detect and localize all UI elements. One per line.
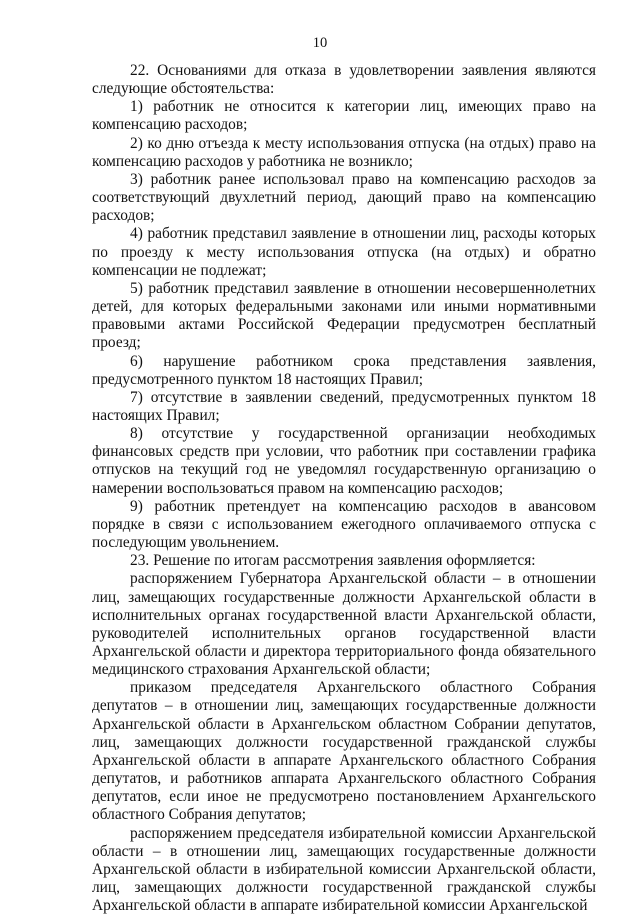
list-item-1: 1) работник не относится к категории лиц, имеющих право на компенсацию расходов;: [92, 98, 596, 134]
list-item-2: 2) ко дню отъезда к месту использования отпуска (на отдых) право на компенсацию расходов у работника не возникло;: [92, 134, 596, 170]
decision-assembly: приказом председателя Архангельского областного Собрания депутатов – в отношении лиц, замещающих государственные должности Архангельской области в Архангельском областном Собрании депутатов, лиц, замещающих должности государственной гражданской службы Архангельской области в аппарате Архангельского областного Собрания депутатов, и работников аппарата Архангельского областного Собрания депутатов, если иное не предусмотрено постановлением Архангельского областного Собрания депутатов;: [92, 679, 596, 824]
list-item-5: 5) работник представил заявление в отношении несовершеннолетних детей, для которых федеральными законами или иными нормативными правовыми актами Российской Федерации предусмотрен бесплатный проезд;: [92, 279, 596, 352]
decision-governor: распоряжением Губернатора Архангельской области – в отношении лиц, замещающих государственные должности Архангельской области в исполнительных органах государственной власти Архангельской области, руководителей исполнительных органов государственной власти Архангельской области и директора территориального фонда обязательного медицинского страхования Архангельской области;: [92, 570, 596, 679]
page-number: 10: [312, 35, 328, 51]
paragraph-22: 22. Основаниями для отказа в удовлетворении заявления являются следующие обстоятельства:: [92, 62, 596, 98]
document-body: [92, 62, 596, 915]
list-item-9: 9) работник претендует на компенсацию расходов в авансовом порядке в связи с использованием ежегодного оплачиваемого отпуска с последующим увольнением.: [92, 497, 596, 552]
decision-election-commission: распоряжением председателя избирательной комиссии Архангельской области – в отношении лиц, замещающих государственные должности Архангельской области в избирательной комиссии Архангельской области, лиц, замещающих должности государственной гражданской службы Архангельской области в аппарате избирательной комиссии Архангельской: [92, 824, 596, 915]
list-item-3: 3) работник ранее использовал право на компенсацию расходов за соответствующий двухлетний период, дающий право на компенсацию расходов;: [92, 170, 596, 225]
list-item-8: 8) отсутствие у государственной организации необходимых финансовых средств при условии, что работник при составлении графика отпусков на текущий год не уведомлял государственную организацию о намерении воспользоваться правом на компенсацию расходов;: [92, 425, 596, 497]
paragraph-23: 23. Решение по итогам рассмотрения заявления оформляется:: [130, 552, 536, 570]
list-item-6: 6) нарушение работником срока представления заявления, предусмотренного пунктом 18 настоящих Правил;: [92, 352, 596, 388]
list-item-7: 7) отсутствие в заявлении сведений, предусмотренных пунктом 18 настоящих Правил;: [92, 388, 596, 424]
list-item-4: 4) работник представил заявление в отношении лиц, расходы которых по проезду к месту использования отпуска (на отдых) и обратно компенсации не подлежат;: [92, 225, 596, 279]
